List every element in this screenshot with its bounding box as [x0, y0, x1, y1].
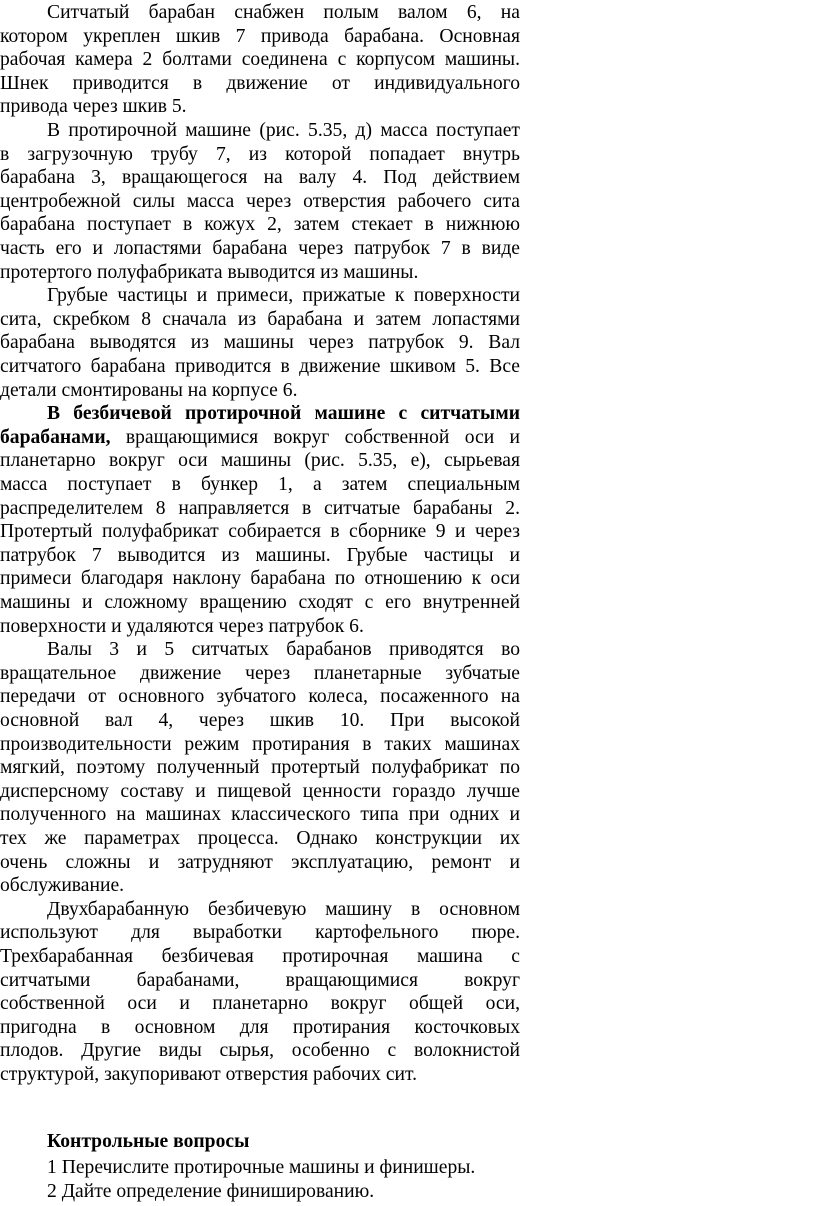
text-line: основной вал 4, через шкив 10. При высокой	[0, 710, 520, 731]
text-line: масса поступает в бункер 1, а затем специальным	[0, 474, 520, 495]
text-line: В протирочной машине (рис. 5.35, д) масса поступает	[47, 120, 520, 141]
text-line: поверхности и удаляются через патрубок 6.	[0, 615, 364, 637]
text-line: Валы 3 и 5 ситчатых барабанов приводятся во	[47, 639, 520, 661]
question-item: 1 Перечислите протирочные машины и финишеры.	[47, 1157, 476, 1178]
text-line: дисперсному составу и пищевой ценности гораздо лучше	[0, 780, 520, 802]
text-line: тех же параметрах процесса. Однако конструкции их	[0, 828, 520, 849]
text-line: мягкий, поэтому полученный протертый полуфабрикат по	[0, 757, 520, 779]
text-line: распределителем 8 направляется в ситчатые барабаны 2.	[0, 497, 520, 519]
text-line: патрубок 7 выводится из машины. Грубые частицы и	[0, 544, 520, 566]
text-line: плодов. Другие виды сырья, особенно с волокнистой	[0, 1040, 520, 1062]
text-line: протертого полуфабриката выводится из машины.	[0, 261, 419, 283]
text-line: Протертый полуфабрикат собирается в сборнике 9 и через	[0, 521, 520, 543]
text-line: В безбичевой протирочной машине с ситчатыми	[47, 403, 520, 425]
text-line: передачи от основного зубчатого колеса, посаженного на	[0, 686, 520, 708]
text-line: планетарно вокруг оси машины (рис. 5.35, е), сырьевая	[0, 450, 520, 472]
text-line: обслуживание.	[0, 875, 125, 897]
text-line: барабана поступает в кожух 2, затем стекает в нижнюю	[0, 214, 520, 236]
text-line: привода через шкив 5.	[0, 96, 187, 118]
text-line: используют для выработки картофельного пюре.	[0, 922, 520, 944]
text-line: Двухбарабанную безбичевую машину в основном	[47, 898, 520, 920]
text-line: центробежной силы масса через отверстия рабочего сита	[0, 190, 520, 212]
text-line: ситчатыми барабанами, вращающимися вокруг	[0, 969, 520, 991]
text-line: собственной оси и планетарно вокруг общей оси,	[0, 993, 520, 1015]
text-line: Трехбарабанная безбичевая протирочная машина с	[0, 946, 520, 967]
text-line: барабана выводятся из машины через патрубок 9. Вал	[0, 332, 520, 354]
text-line: детали смонтированы на корпусе 6.	[0, 379, 298, 401]
text-line: рабочая камера 2 болтами соединена с корпусом машины.	[0, 49, 520, 71]
text-span: вращающимися вокруг собственной оси и	[110, 426, 520, 448]
text-line: полученного на машинах классического типа при одних и	[0, 804, 520, 826]
text-line: сита, скребком 8 сначала из барабана и затем лопастями	[0, 308, 520, 330]
text-line	[0, 426, 520, 450]
text-line: котором укреплен шкив 7 привода барабана. Основная	[0, 25, 520, 47]
text-line: барабана 3, вращающегося на валу 4. Под действием	[0, 167, 520, 189]
text-line: Грубые частицы и примеси, прижатые к поверхности	[47, 285, 520, 307]
text-line: структурой, закупоривают отверстия рабочих сит.	[0, 1064, 417, 1085]
bold-term: барабанами,	[0, 426, 111, 448]
question-item: 2 Дайте определение финишированию.	[47, 1180, 375, 1202]
text-line: пригодна в основном для протирания косточковых	[0, 1016, 520, 1038]
text-line: машины и сложному вращению сходят с его внутренней	[0, 592, 520, 613]
text-line: вращательное движение через планетарные зубчатые	[0, 662, 520, 684]
text-line: производительности режим протирания в таких машинах	[0, 733, 520, 755]
section-title-control-questions: Контрольные вопросы	[47, 1131, 250, 1152]
text-line: Шнек приводится в движение от индивидуального	[0, 72, 520, 94]
text-line: примеси благодаря наклону барабана по отношению к оси	[0, 568, 520, 590]
text-line: в загрузочную трубу 7, из которой попадает внутрь	[0, 143, 520, 165]
text-line: очень сложны и затрудняют эксплуатацию, ремонт и	[0, 851, 520, 873]
questions-list	[47, 1156, 475, 1203]
text-line: ситчатого барабана приводится в движение шкивом 5. Все	[0, 356, 520, 377]
text-line: Ситчатый барабан снабжен полым валом 6, на	[47, 2, 520, 23]
text-line: часть его и лопастями барабана через патрубок 7 в виде	[0, 238, 520, 259]
